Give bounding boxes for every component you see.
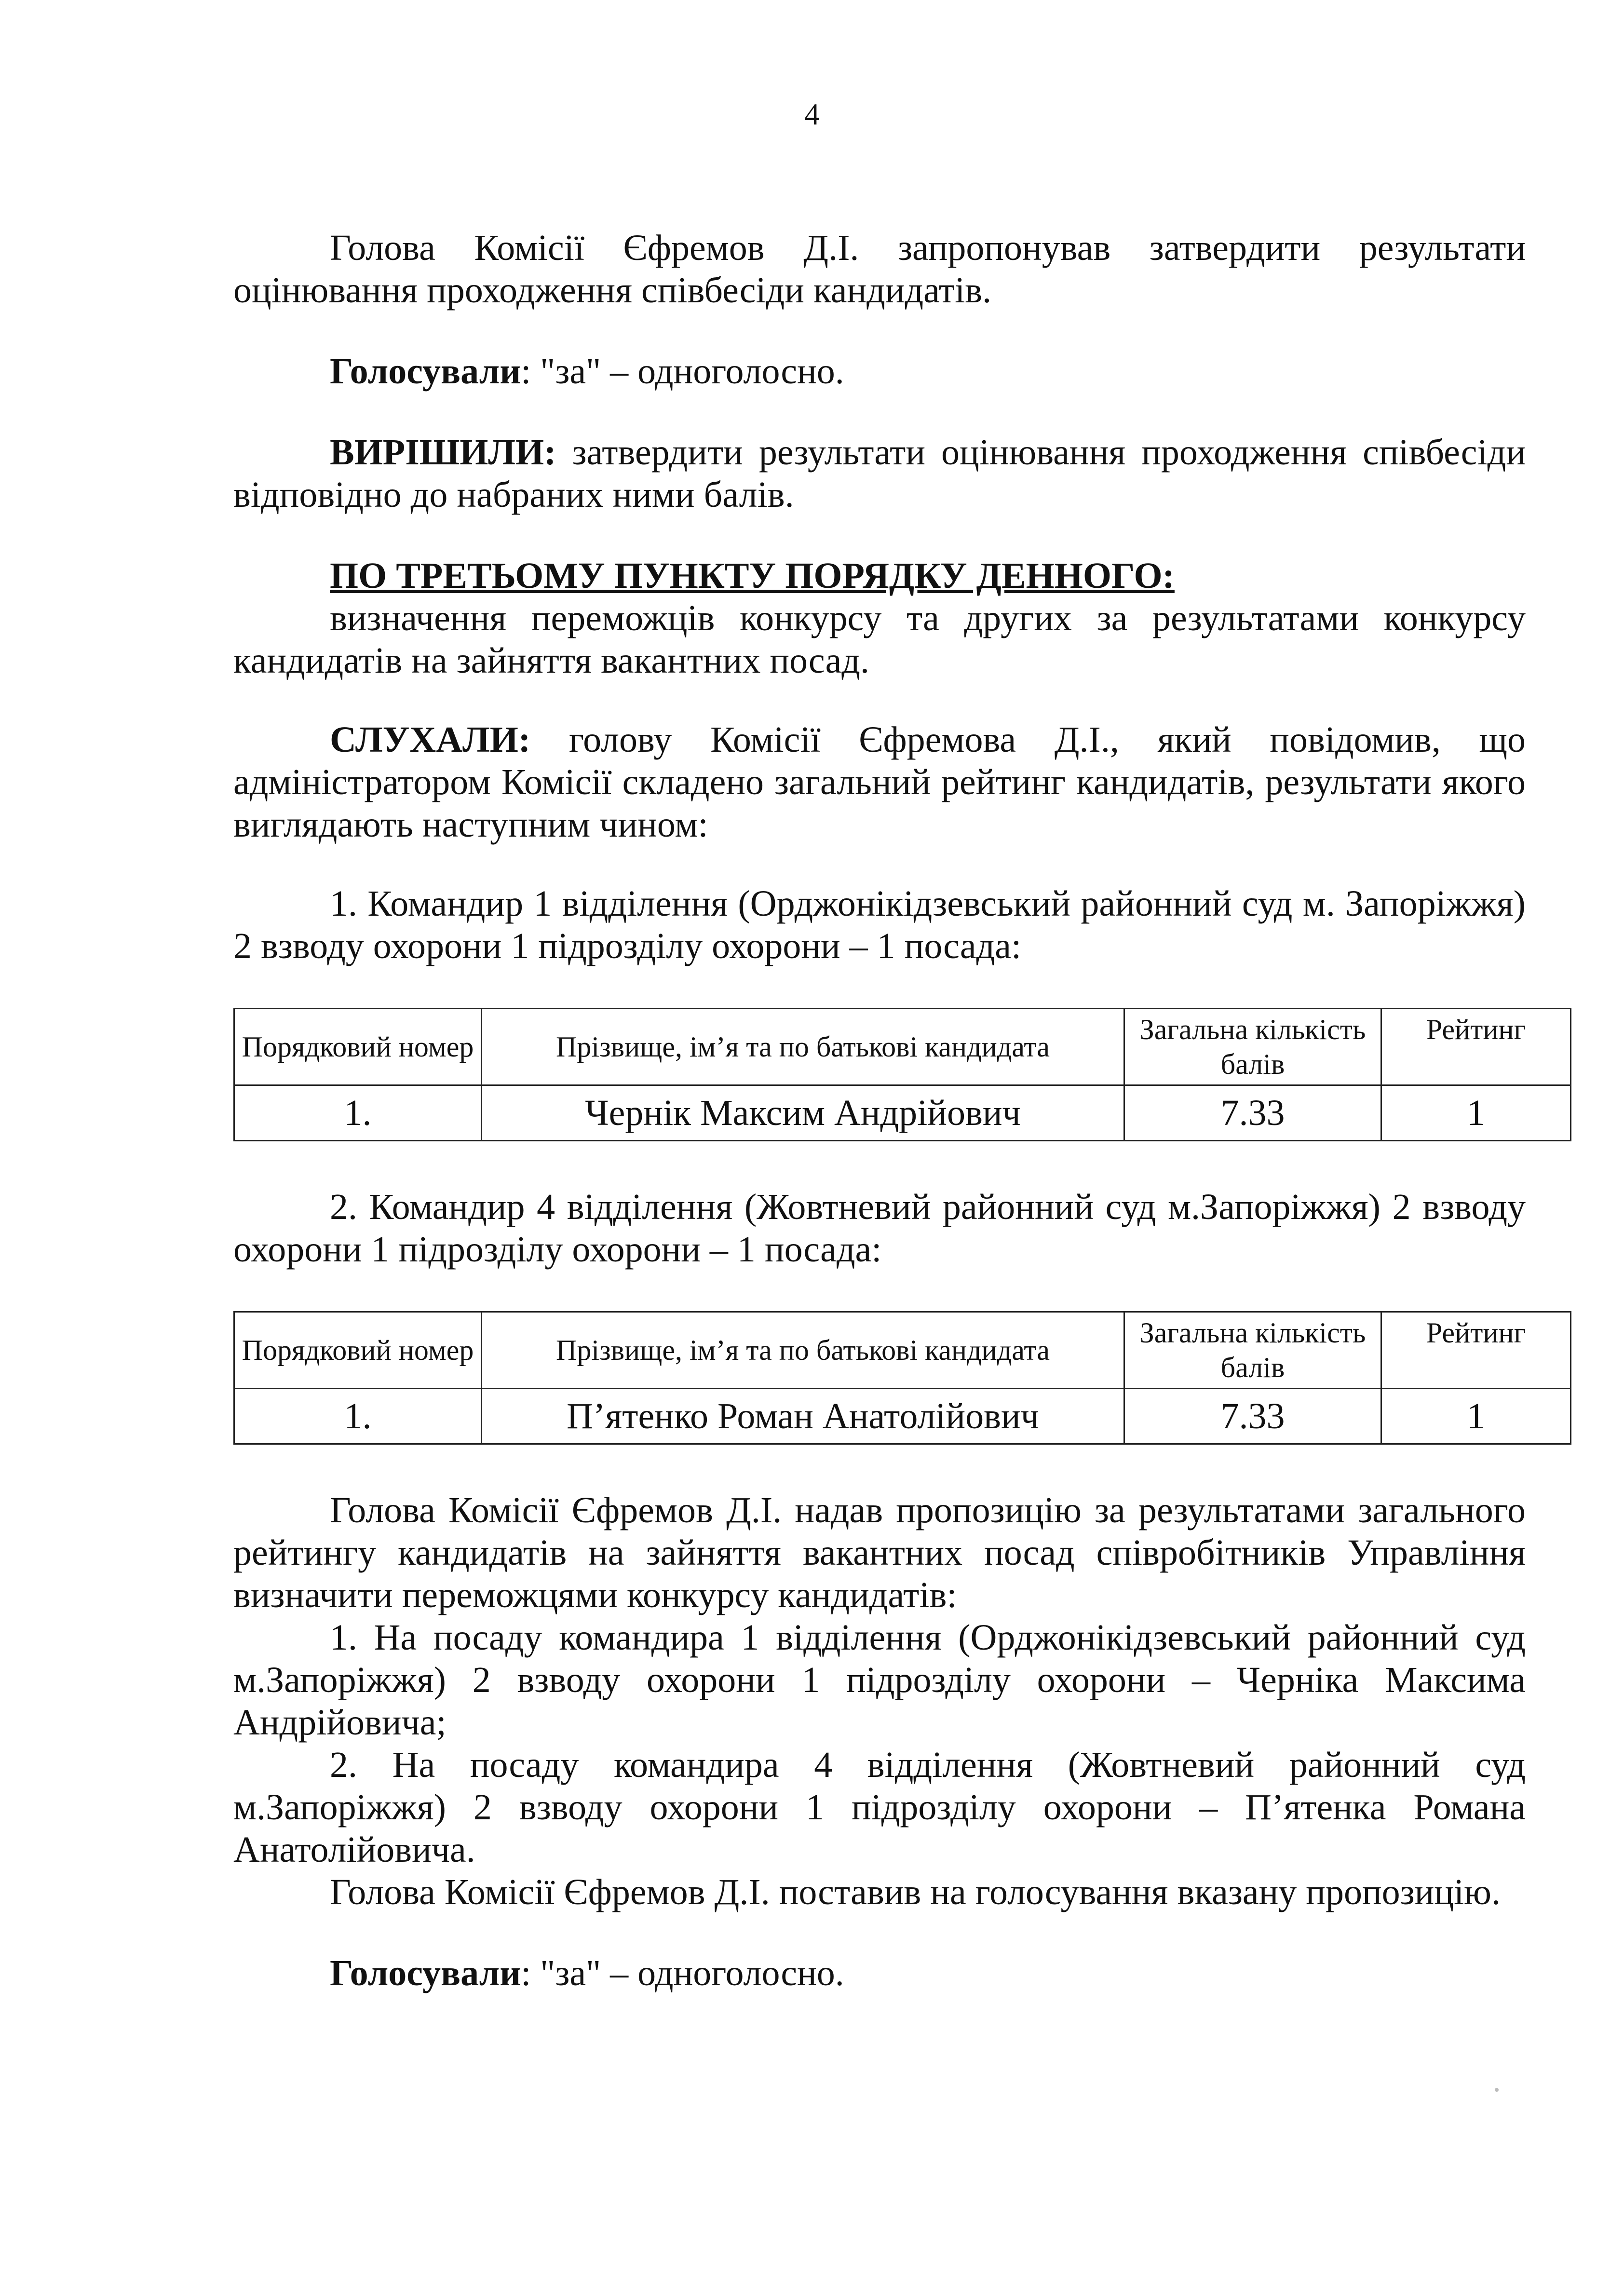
vote-label: Голосували (330, 1953, 521, 1993)
header-rank: Рейтинг (1381, 1009, 1571, 1085)
vote-result: : "за" – одноголосно. (521, 1953, 844, 1993)
results-table-1 (233, 1008, 1571, 1141)
agenda-item-heading (233, 555, 1526, 597)
header-number: Порядковий номер (234, 1009, 482, 1085)
chair-winners-proposal: Голова Комісії Єфремов Д.І. надав пропозицію за результатами загального рейтингу кандидатів на зайняття вакантних посад співробітників Управління визначити переможцями конкурсу кандидатів: (233, 1490, 1526, 1615)
winner-item-1: 1. На посаду командира 1 відділення (Орджонікідзевський районний суд м.Запоріжжя) 2 взводу охорони 1 підрозділу охорони – Черніка Максима Андрійовича; (233, 1617, 1526, 1743)
table-row (234, 1389, 1571, 1444)
header-name: Прізвище, ім’я та по батькові кандидата (482, 1009, 1124, 1085)
results-table-2 (233, 1311, 1571, 1445)
table-header-row (234, 1312, 1571, 1389)
vote-paragraph-2 (233, 1952, 1526, 1994)
page-number: 4 (804, 97, 820, 131)
cell-name: Чернік Максим Андрійович (482, 1085, 1124, 1141)
cell-rank: 1 (1381, 1085, 1571, 1141)
vote-paragraph-1 (233, 350, 1526, 393)
header-score: Загальна кількість балів (1124, 1312, 1381, 1389)
header-name: Прізвище, ім’я та по батькові кандидата (482, 1312, 1124, 1389)
table-header-row (234, 1009, 1571, 1085)
vote-result: : "за" – одноголосно. (521, 351, 844, 392)
cell-number: 1. (234, 1085, 482, 1141)
heard-text: голову Комісії Єфремова Д.І., який повідомив, що адміністратором Комісії складено загальний рейтинг кандидатів, результати якого виглядають наступним чином: (233, 719, 1526, 845)
cell-number: 1. (234, 1389, 482, 1444)
put-to-vote-paragraph: Голова Комісії Єфремов Д.І. поставив на голосування вказану пропозицію. (330, 1872, 1501, 1912)
heard-paragraph (233, 718, 1526, 846)
agenda-title: ПО ТРЕТЬОМУ ПУНКТУ ПОРЯДКУ ДЕННОГО: (330, 555, 1175, 596)
decision-label: ВИРІШИЛИ: (330, 432, 556, 473)
chair-proposal-paragraph: Голова Комісії Єфремов Д.І. запропонував затвердити результати оцінювання проходження співбесіди кандидатів. (233, 228, 1526, 311)
scan-speck (1495, 2088, 1499, 2092)
header-number: Порядковий номер (234, 1312, 482, 1389)
agenda-item-text: визначення переможців конкурсу та других за результатами конкурсу кандидатів на зайняття вакантних посад. (233, 598, 1526, 681)
table-row (234, 1085, 1571, 1141)
cell-score: 7.33 (1124, 1085, 1381, 1141)
heard-label: СЛУХАЛИ: (330, 719, 531, 760)
vote-label: Голосували (330, 351, 521, 392)
document-body (233, 227, 1526, 1994)
position-1-title: 1. Командир 1 відділення (Орджонікідзевський районний суд м. Запоріжжя) 2 взводу охорони 1 підрозділу охорони – 1 посада: (233, 883, 1526, 966)
decision-paragraph (233, 431, 1526, 516)
position-2-title: 2. Командир 4 відділення (Жовтневий районний суд м.Запоріжжя) 2 взводу охорони 1 підрозділу охорони – 1 посада: (233, 1187, 1526, 1270)
cell-score: 7.33 (1124, 1389, 1381, 1444)
header-rank: Рейтинг (1381, 1312, 1571, 1389)
decision-text: затвердити результати оцінювання проходження співбесіди відповідно до набраних ними балів. (233, 432, 1526, 515)
winner-item-2: 2. На посаду командира 4 відділення (Жовтневий районний суд м.Запоріжжя) 2 взводу охорони 1 підрозділу охорони – П’ятенка Романа Анатолійовича. (233, 1745, 1526, 1870)
cell-name: П’ятенко Роман Анатолійович (482, 1389, 1124, 1444)
cell-rank: 1 (1381, 1389, 1571, 1444)
header-score: Загальна кількість балів (1124, 1009, 1381, 1085)
